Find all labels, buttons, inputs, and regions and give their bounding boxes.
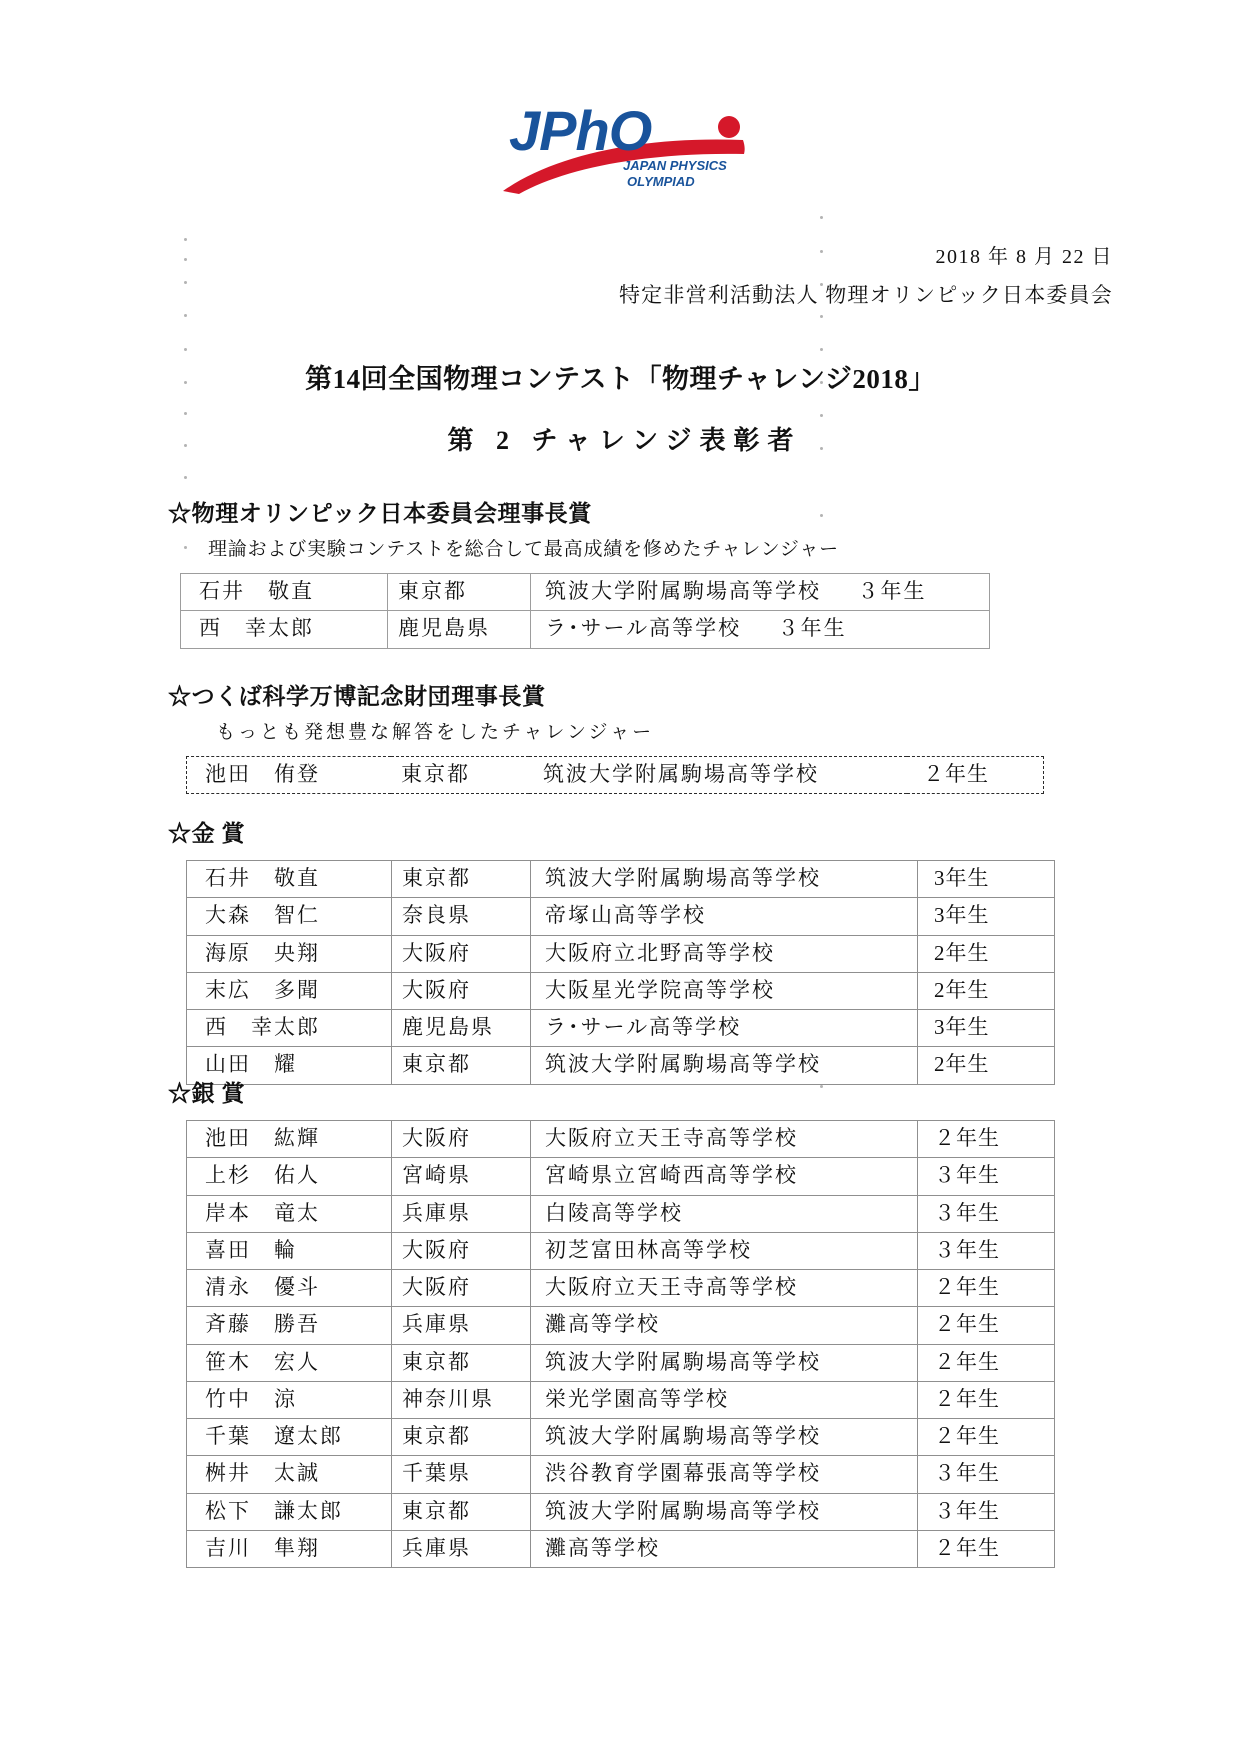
- cell-prefecture: 兵庫県: [392, 1195, 531, 1232]
- cell-school-grade: [531, 611, 990, 648]
- issuing-organization: 特定非営利活動法人 物理オリンピック日本委員会: [618, 283, 1113, 307]
- scan-speckle: [184, 412, 187, 415]
- table-row: [187, 1344, 1055, 1381]
- section-heading: ☆金 賞: [168, 821, 246, 846]
- cell-name: 吉川 隼翔: [187, 1530, 392, 1567]
- cell-prefecture: 東京都: [391, 757, 529, 794]
- document-date: 2018 年 8 月 22 日: [935, 246, 1113, 268]
- page-subtitle: 第 2 チャレンジ表彰者: [447, 426, 802, 455]
- logo-tagline-line2: OLYMPIAD: [626, 174, 695, 189]
- cell-name: 笹木 宏人: [187, 1344, 392, 1381]
- cell-prefecture: 東京都: [392, 1047, 531, 1084]
- cell-grade: ３年生: [777, 616, 847, 641]
- table-row: [187, 1419, 1055, 1456]
- table-row: [187, 1456, 1055, 1493]
- scan-speckle: [820, 414, 823, 417]
- cell-grade: ３年生: [918, 1493, 1055, 1530]
- award-table-committee-chair: [180, 573, 990, 649]
- table-row: [187, 1530, 1055, 1567]
- cell-name: 末広 多聞: [187, 972, 392, 1009]
- cell-school: 筑波大学附属駒場高等学校: [531, 1344, 918, 1381]
- scan-speckle: [184, 476, 187, 479]
- award-table-tsukuba: [186, 756, 1044, 794]
- cell-name: 海原 央翔: [187, 935, 392, 972]
- jpho-logo: [0, 96, 1241, 196]
- scan-speckle: [820, 348, 823, 351]
- cell-grade: ２年生: [918, 1121, 1055, 1158]
- cell-name: 池田 侑登: [187, 757, 392, 794]
- table-row: [187, 935, 1055, 972]
- section-committee-chair-award: [168, 495, 1073, 649]
- cell-prefecture: 兵庫県: [392, 1307, 531, 1344]
- cell-school: 筑波大学附属駒場高等学校: [531, 861, 918, 898]
- section-description: もっとも発想豊な解答をしたチャレンジャー: [216, 722, 655, 743]
- table-row: [181, 574, 990, 611]
- cell-grade: 3年生: [918, 1010, 1055, 1047]
- cell-name: 桝井 太誠: [187, 1456, 392, 1493]
- cell-name: 石井 敬直: [187, 861, 392, 898]
- cell-name: 西 幸太郎: [187, 1010, 392, 1047]
- cell-school: 大阪府立北野高等学校: [531, 935, 918, 972]
- cell-prefecture: 東京都: [392, 1493, 531, 1530]
- cell-school: 大阪府立天王寺高等学校: [531, 1121, 918, 1158]
- cell-school: 宮崎県立宮崎西高等学校: [531, 1158, 918, 1195]
- table-row: [187, 1195, 1055, 1232]
- section-heading: ☆銀 賞: [168, 1081, 246, 1106]
- cell-grade: ２年生: [918, 1344, 1055, 1381]
- cell-grade: ２年生: [918, 1381, 1055, 1418]
- cell-school-grade: [531, 574, 990, 611]
- cell-grade: ３年生: [918, 1456, 1055, 1493]
- cell-grade: ２年生: [907, 757, 1044, 794]
- cell-prefecture: 千葉県: [392, 1456, 531, 1493]
- cell-prefecture: 東京都: [392, 861, 531, 898]
- cell-name: 喜田 輪: [187, 1232, 392, 1269]
- cell-name: 池田 紘輝: [187, 1121, 392, 1158]
- cell-name: 清永 優斗: [187, 1270, 392, 1307]
- cell-prefecture: 奈良県: [392, 898, 531, 935]
- table-row: [187, 1270, 1055, 1307]
- cell-grade: ２年生: [918, 1530, 1055, 1567]
- section-heading: ☆つくば科学万博記念財団理事長賞: [168, 684, 546, 709]
- cell-prefecture: 宮崎県: [392, 1158, 531, 1195]
- cell-name: 松下 謙太郎: [187, 1493, 392, 1530]
- logo-red-dot: [718, 116, 740, 138]
- cell-school: 筑波大学附属駒場高等学校: [529, 757, 907, 794]
- page-title: 第14回全国物理コンテスト「物理チャレンジ2018」: [305, 364, 936, 394]
- jpho-logo-graphic: [495, 96, 747, 196]
- table-row: [187, 972, 1055, 1009]
- cell-prefecture: 大阪府: [392, 1232, 531, 1269]
- table-row: [187, 1158, 1055, 1195]
- cell-name: 西 幸太郎: [181, 611, 388, 648]
- scan-speckle: [184, 314, 187, 317]
- scan-speckle: [184, 238, 187, 241]
- cell-school: 筑波大学附属駒場高等学校: [545, 579, 821, 603]
- cell-prefecture: 兵庫県: [392, 1530, 531, 1567]
- cell-school: 筑波大学附属駒場高等学校: [531, 1047, 918, 1084]
- cell-name: 石井 敬直: [181, 574, 388, 611]
- cell-grade: 2年生: [918, 935, 1055, 972]
- cell-school: 白陵高等学校: [531, 1195, 918, 1232]
- cell-name: 山田 耀: [187, 1047, 392, 1084]
- section-heading: ☆物理オリンピック日本委員会理事長賞: [168, 501, 592, 526]
- section-silver-award: [168, 1075, 1073, 1568]
- cell-school: 栄光学園高等学校: [531, 1381, 918, 1418]
- cell-grade: 3年生: [918, 898, 1055, 935]
- cell-school: 筑波大学附属駒場高等学校: [531, 1419, 918, 1456]
- cell-prefecture: 大阪府: [392, 972, 531, 1009]
- scan-speckle: [820, 216, 823, 219]
- cell-school: 帝塚山高等学校: [531, 898, 918, 935]
- cell-school: 筑波大学附属駒場高等学校: [531, 1493, 918, 1530]
- award-table-gold: [186, 860, 1055, 1085]
- cell-grade: ３年生: [918, 1232, 1055, 1269]
- cell-school: 大阪府立天王寺高等学校: [531, 1270, 918, 1307]
- cell-school: 灘高等学校: [531, 1530, 918, 1567]
- cell-name: 上杉 佑人: [187, 1158, 392, 1195]
- cell-name: 岸本 竜太: [187, 1195, 392, 1232]
- logo-wordmark: JPhO: [508, 99, 651, 162]
- cell-school: 大阪星光学院高等学校: [531, 972, 918, 1009]
- cell-prefecture: 大阪府: [392, 1270, 531, 1307]
- cell-school: 灘高等学校: [531, 1307, 918, 1344]
- scan-speckle: [184, 281, 187, 284]
- logo-tagline-line1: JAPAN PHYSICS: [622, 158, 727, 173]
- cell-name: 斉藤 勝吾: [187, 1307, 392, 1344]
- section-tsukuba-award: [168, 678, 1073, 794]
- cell-school: 初芝富田林高等学校: [531, 1232, 918, 1269]
- cell-prefecture: 大阪府: [392, 1121, 531, 1158]
- table-row: [187, 1493, 1055, 1530]
- cell-school: ラ･サール高等学校: [545, 616, 742, 641]
- cell-grade: ３年生: [918, 1195, 1055, 1232]
- cell-prefecture: 東京都: [392, 1419, 531, 1456]
- cell-name: 竹中 涼: [187, 1381, 392, 1418]
- cell-grade: 2年生: [918, 1047, 1055, 1084]
- cell-grade: 2年生: [918, 972, 1055, 1009]
- cell-prefecture: 鹿児島県: [388, 611, 531, 648]
- section-gold-award: [168, 815, 1073, 1085]
- cell-grade: 3年生: [918, 861, 1055, 898]
- cell-prefecture: 鹿児島県: [392, 1010, 531, 1047]
- table-row: [187, 1232, 1055, 1269]
- table-row: [187, 1381, 1055, 1418]
- cell-grade: ３年生: [857, 579, 927, 603]
- scan-speckle: [184, 348, 187, 351]
- table-row: [187, 861, 1055, 898]
- cell-grade: ２年生: [918, 1307, 1055, 1344]
- cell-prefecture: 大阪府: [392, 935, 531, 972]
- award-table-silver: [186, 1120, 1055, 1568]
- table-row: [187, 757, 1044, 794]
- table-row: [181, 611, 990, 648]
- cell-prefecture: 東京都: [388, 574, 531, 611]
- header-meta: [619, 238, 1113, 316]
- cell-prefecture: 東京都: [392, 1344, 531, 1381]
- cell-grade: ３年生: [918, 1158, 1055, 1195]
- cell-school: ラ･サール高等学校: [531, 1010, 918, 1047]
- table-row: [187, 1010, 1055, 1047]
- cell-grade: ２年生: [918, 1270, 1055, 1307]
- cell-school: 渋谷教育学園幕張高等学校: [531, 1456, 918, 1493]
- cell-grade: ２年生: [918, 1419, 1055, 1456]
- section-description: 理論および実験コンテストを総合して最高成績を修めたチャレンジャー: [208, 539, 839, 560]
- scan-speckle: [184, 258, 187, 261]
- cell-prefecture: 神奈川県: [392, 1381, 531, 1418]
- table-row: [187, 1121, 1055, 1158]
- table-row: [187, 1307, 1055, 1344]
- cell-name: 千葉 遼太郎: [187, 1419, 392, 1456]
- cell-name: 大森 智仁: [187, 898, 392, 935]
- table-row: [187, 898, 1055, 935]
